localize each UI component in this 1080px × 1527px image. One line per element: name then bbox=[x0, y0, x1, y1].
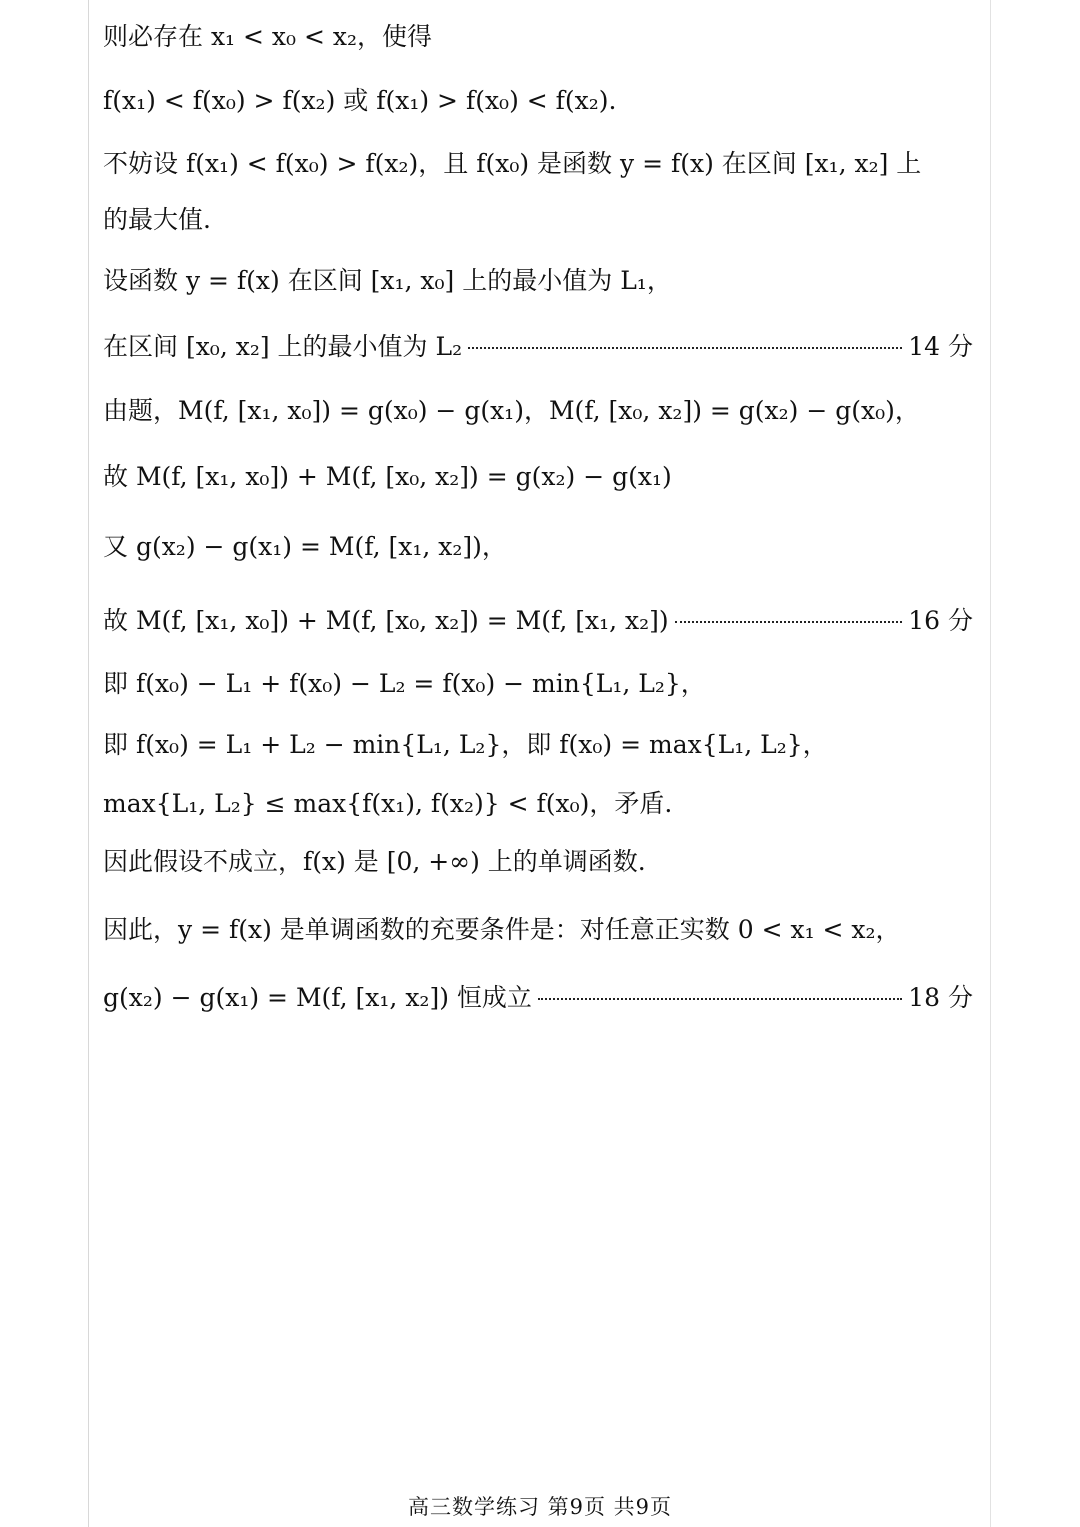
text-line-1: 则必存在 x₁ < x₀ < x₂，使得 bbox=[103, 22, 432, 51]
score-label-18: 18 分 bbox=[908, 983, 973, 1012]
text-line-10: 故 M(f, [x₁, x₀]) + M(f, [x₀, x₂]) = M(f, [x₁, x₂]) bbox=[103, 606, 669, 635]
text-line-4: 的最大值. bbox=[103, 205, 211, 234]
text-line-15: 因此，y = f(x) 是单调函数的充要条件是：对任意正实数 0 < x₁ < x₂， bbox=[103, 915, 901, 944]
dot-leader bbox=[538, 998, 902, 1000]
text-line-7: 由题，M(f, [x₁, x₀]) = g(x₀) − g(x₁)，M(f, [x₀, x₂]) = g(x₂) − g(x₀)， bbox=[103, 396, 920, 425]
page-footer: 高三数学练习 第9页 共9页 bbox=[407, 1495, 673, 1519]
text-line-6-scored bbox=[103, 330, 973, 364]
dot-leader bbox=[468, 347, 902, 349]
text-line-9: 又 g(x₂) − g(x₁) = M(f, [x₁, x₂])， bbox=[103, 532, 507, 561]
score-label-16: 16 分 bbox=[908, 606, 973, 635]
text-line-16: g(x₂) − g(x₁) = M(f, [x₁, x₂]) 恒成立 bbox=[103, 983, 532, 1012]
text-line-10-scored bbox=[103, 604, 973, 638]
dot-leader bbox=[675, 621, 903, 623]
page-right-edge bbox=[990, 0, 991, 1527]
text-line-13: max{L₁, L₂} ≤ max{f(x₁), f(x₂)} < f(x₀)，矛盾. bbox=[103, 789, 673, 818]
text-line-16-scored bbox=[103, 981, 973, 1015]
text-line-3: 不妨设 f(x₁) < f(x₀) > f(x₂)，且 f(x₀) 是函数 y = f(x) 在区间 [x₁, x₂] 上 bbox=[103, 149, 922, 178]
text-line-6: 在区间 [x₀, x₂] 上的最小值为 L₂ bbox=[103, 332, 463, 361]
page-left-edge bbox=[88, 0, 89, 1527]
text-line-2: f(x₁) < f(x₀) > f(x₂) 或 f(x₁) > f(x₀) < f(x₂). bbox=[103, 86, 617, 115]
text-line-8: 故 M(f, [x₁, x₀]) + M(f, [x₀, x₂]) = g(x₂) − g(x₁) bbox=[103, 462, 672, 491]
text-line-12: 即 f(x₀) = L₁ + L₂ − min{L₁, L₂}，即 f(x₀) = max{L₁, L₂}， bbox=[103, 730, 828, 759]
text-line-14: 因此假设不成立，f(x) 是 [0, +∞) 上的单调函数. bbox=[103, 847, 646, 876]
score-label-14: 14 分 bbox=[908, 332, 973, 361]
text-line-5: 设函数 y = f(x) 在区间 [x₁, x₀] 上的最小值为 L₁， bbox=[103, 266, 672, 295]
text-line-11: 即 f(x₀) − L₁ + f(x₀) − L₂ = f(x₀) − min{L₁, L₂}， bbox=[103, 669, 706, 698]
